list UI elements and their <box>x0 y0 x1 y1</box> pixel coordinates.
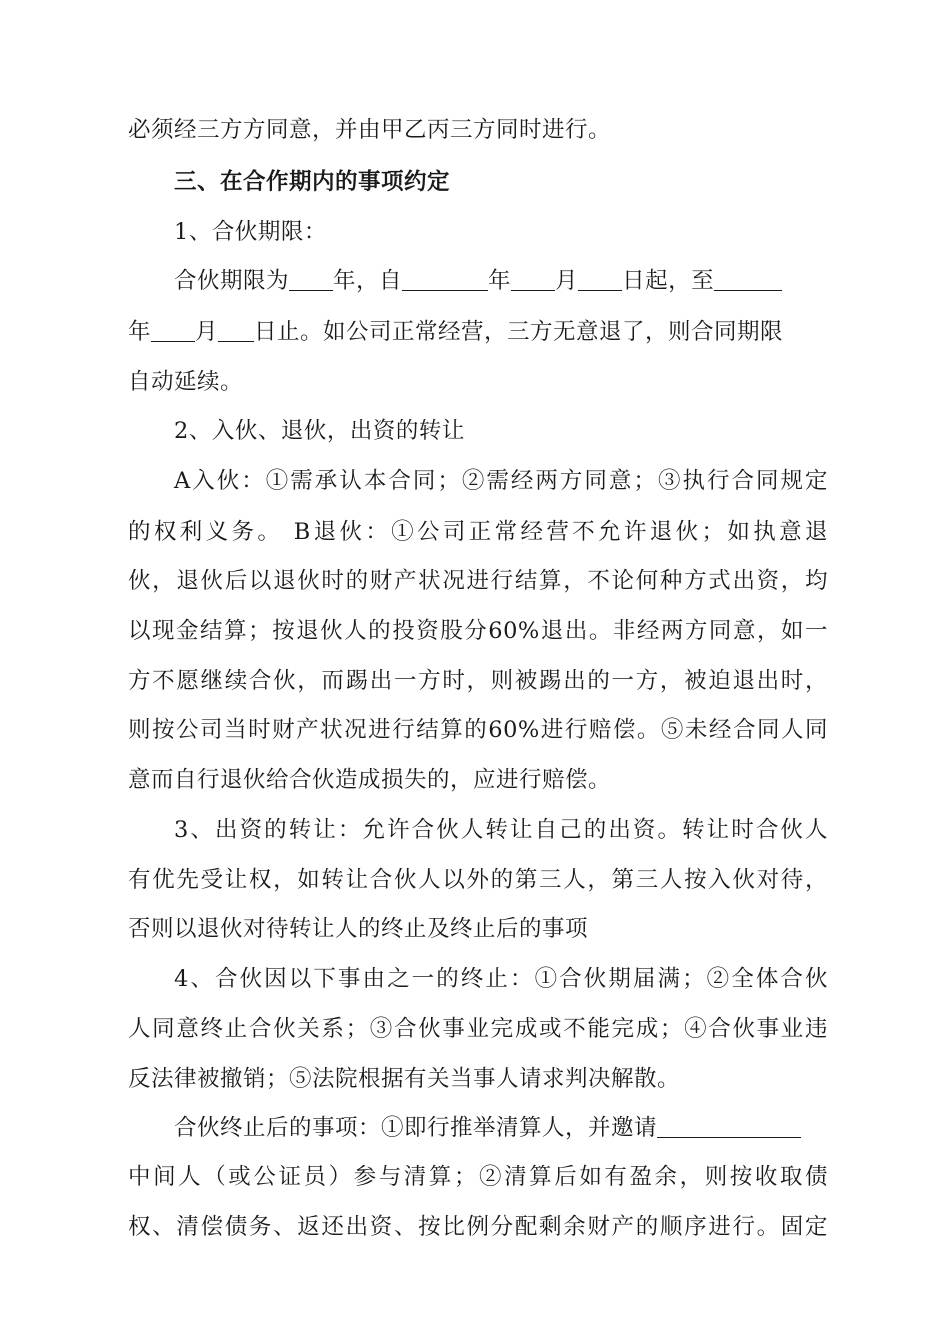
term-line <box>174 263 828 295</box>
term-text: 合伙终止后的事项：①即行推举清算人，并邀请 <box>174 1115 658 1141</box>
paragraph-line: 自动延续。 <box>128 369 244 395</box>
paragraph-line: 否则以退伙对待转让人的终止及终止后的事项 <box>128 916 589 942</box>
paragraph-line: 伙，退伙后以退伙时的财产状况进行结算，不论何种方式出资，均 <box>128 568 828 594</box>
blank-years[interactable] <box>289 268 333 291</box>
clause-heading: 1、合伙期限： <box>174 219 327 245</box>
blank-start-day[interactable] <box>578 268 622 291</box>
paragraph-line: 反法律被撤销；⑤法院根据有关当事人请求判决解散。 <box>128 1066 681 1092</box>
paragraph-line: 方不愿继续合伙，而踢出一方时，则被踢出的一方，被迫退出时， <box>128 668 828 694</box>
blank-start-year[interactable] <box>402 268 488 291</box>
paragraph-line: 人同意终止合伙关系；③合伙事业完成或不能完成；④合伙事业违 <box>128 1016 828 1042</box>
term-text: 月 <box>195 319 219 345</box>
term-line <box>128 314 828 346</box>
paragraph-line: 意而自行退伙给合伙造成损失的，应进行赔偿。 <box>128 767 612 793</box>
term-text: 日止。如公司正常经营，三方无意退了，则合同期限 <box>254 319 784 345</box>
term-text: 年 <box>128 319 152 345</box>
paragraph-line: 的权利义务。 B退伙：①公司正常经营不允许退伙；如执意退 <box>128 519 828 545</box>
paragraph-line: 以现金结算；按退伙人的投资股分60%退出。非经两方同意，如一 <box>128 618 828 644</box>
paragraph-line: 4、合伙因以下事由之一的终止：①合伙期届满；②全体合伙 <box>174 966 828 992</box>
paragraph-line: 有优先受让权，如转让合伙人以外的第三人，第三人按入伙对待， <box>128 867 828 893</box>
paragraph-line: 权、清偿债务、返还出资、按比例分配剩余财产的顺序进行。固定 <box>128 1214 828 1240</box>
blank-end-year[interactable] <box>714 268 782 291</box>
term-text: 月 <box>555 268 579 294</box>
term-text: 年 <box>488 268 512 294</box>
term-text: 合伙期限为 <box>174 268 290 294</box>
blank-end-month[interactable] <box>151 319 195 342</box>
paragraph-line: 中间人（或公证员）参与清算；②清算后如有盈余，则按收取债 <box>128 1164 828 1190</box>
blank-end-day[interactable] <box>218 319 254 342</box>
paragraph-line: A入伙：①需承认本合同；②需经两方同意；③执行合同规定 <box>174 468 828 494</box>
blank-start-month[interactable] <box>511 268 555 291</box>
paragraph-line: 3、出资的转让：允许合伙人转让自己的出资。转让时合伙人 <box>174 817 828 843</box>
paragraph-line: 则按公司当时财产状况进行结算的60%进行赔偿。⑤未经合同人同 <box>128 717 828 743</box>
section-heading: 三、在合作期内的事项约定 <box>174 169 451 195</box>
blank-liquidator[interactable] <box>657 1115 801 1138</box>
paragraph-line: 必须经三方方同意，并由甲乙丙三方同时进行。 <box>128 117 612 143</box>
clause-heading: 2、入伙、退伙，出资的转让 <box>174 418 465 444</box>
paragraph-line <box>174 1110 828 1142</box>
term-text: 年，自 <box>333 268 403 294</box>
term-text: 日起，至 <box>622 268 715 294</box>
